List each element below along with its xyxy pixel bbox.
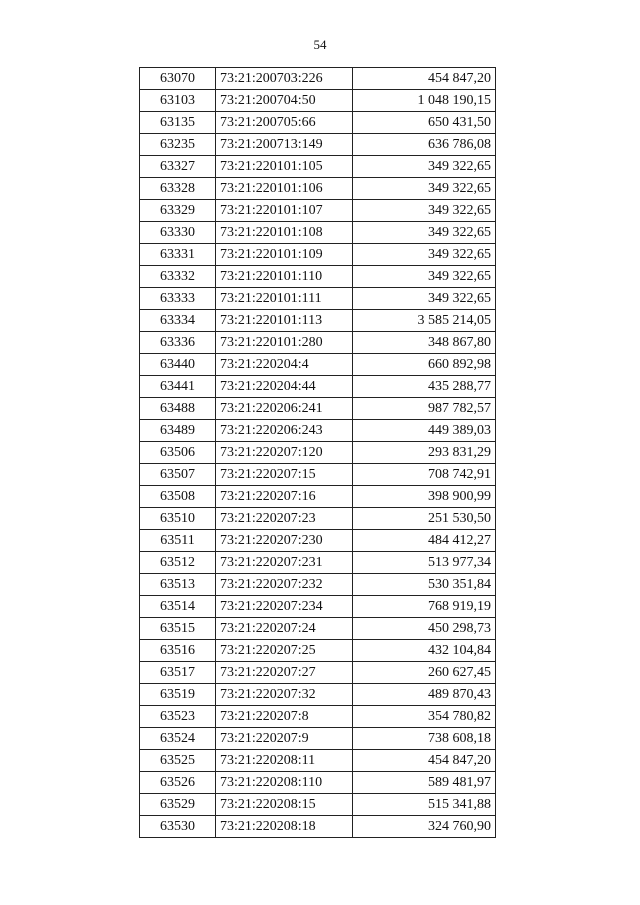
value-cell: 349 322,65: [353, 222, 496, 244]
cadastral-number-cell: 73:21:220208:110: [216, 772, 353, 794]
value-cell: 513 977,34: [353, 552, 496, 574]
cadastral-number-cell: 73:21:220207:120: [216, 442, 353, 464]
value-cell: 650 431,50: [353, 112, 496, 134]
cadastral-number-cell: 73:21:220101:280: [216, 332, 353, 354]
table-row: [140, 552, 496, 574]
cadastral-number-cell: 73:21:220207:8: [216, 706, 353, 728]
cadastral-number-cell: 73:21:220204:44: [216, 376, 353, 398]
value-cell: 636 786,08: [353, 134, 496, 156]
cadastral-number-cell: 73:21:220207:15: [216, 464, 353, 486]
value-cell: 349 322,65: [353, 288, 496, 310]
row-id-cell: 63517: [140, 662, 216, 684]
value-cell: 349 322,65: [353, 200, 496, 222]
cadastral-number-cell: 73:21:220207:25: [216, 640, 353, 662]
row-id-cell: 63135: [140, 112, 216, 134]
page-number: 54: [313, 37, 327, 52]
table-row: [140, 618, 496, 640]
row-id-cell: 63440: [140, 354, 216, 376]
table-row: [140, 112, 496, 134]
value-cell: 398 900,99: [353, 486, 496, 508]
table-row: [140, 90, 496, 112]
table-row: [140, 508, 496, 530]
value-cell: 738 608,18: [353, 728, 496, 750]
row-id-cell: 63519: [140, 684, 216, 706]
value-cell: 348 867,80: [353, 332, 496, 354]
table-body: [140, 68, 496, 838]
value-cell: 708 742,91: [353, 464, 496, 486]
cadastral-number-cell: 73:21:220207:231: [216, 552, 353, 574]
value-cell: 1 048 190,15: [353, 90, 496, 112]
cadastral-number-cell: 73:21:220101:107: [216, 200, 353, 222]
value-cell: 293 831,29: [353, 442, 496, 464]
cadastral-number-cell: 73:21:220206:241: [216, 398, 353, 420]
row-id-cell: 63441: [140, 376, 216, 398]
row-id-cell: 63511: [140, 530, 216, 552]
row-id-cell: 63333: [140, 288, 216, 310]
table-row: [140, 332, 496, 354]
value-cell: 324 760,90: [353, 816, 496, 838]
row-id-cell: 63512: [140, 552, 216, 574]
row-id-cell: 63235: [140, 134, 216, 156]
cadastral-number-cell: 73:21:220207:24: [216, 618, 353, 640]
value-cell: 349 322,65: [353, 156, 496, 178]
row-id-cell: 63507: [140, 464, 216, 486]
row-id-cell: 63328: [140, 178, 216, 200]
cadastral-number-cell: 73:21:220101:110: [216, 266, 353, 288]
table-row: [140, 420, 496, 442]
row-id-cell: 63523: [140, 706, 216, 728]
value-cell: 660 892,98: [353, 354, 496, 376]
cadastral-number-cell: 73:21:220207:32: [216, 684, 353, 706]
cadastral-number-cell: 73:21:220207:23: [216, 508, 353, 530]
cadastral-number-cell: 73:21:220208:11: [216, 750, 353, 772]
cadastral-number-cell: 73:21:220204:4: [216, 354, 353, 376]
table-row: [140, 706, 496, 728]
table-row: [140, 596, 496, 618]
value-cell: 589 481,97: [353, 772, 496, 794]
table-row: [140, 486, 496, 508]
table-row: [140, 178, 496, 200]
cadastral-value-table: [139, 67, 496, 838]
row-id-cell: 63332: [140, 266, 216, 288]
table-row: [140, 266, 496, 288]
value-cell: 987 782,57: [353, 398, 496, 420]
row-id-cell: 63513: [140, 574, 216, 596]
value-cell: 432 104,84: [353, 640, 496, 662]
row-id-cell: 63530: [140, 816, 216, 838]
value-cell: 454 847,20: [353, 750, 496, 772]
value-cell: 260 627,45: [353, 662, 496, 684]
value-cell: 349 322,65: [353, 244, 496, 266]
table-row: [140, 442, 496, 464]
value-cell: 349 322,65: [353, 266, 496, 288]
cadastral-number-cell: 73:21:220207:27: [216, 662, 353, 684]
table-row: [140, 156, 496, 178]
cadastral-number-cell: 73:21:220101:111: [216, 288, 353, 310]
row-id-cell: 63103: [140, 90, 216, 112]
table-row: [140, 376, 496, 398]
value-cell: 489 870,43: [353, 684, 496, 706]
cadastral-number-cell: 73:21:220101:113: [216, 310, 353, 332]
row-id-cell: 63526: [140, 772, 216, 794]
value-cell: 435 288,77: [353, 376, 496, 398]
row-id-cell: 63488: [140, 398, 216, 420]
table-row: [140, 640, 496, 662]
table-row: [140, 310, 496, 332]
row-id-cell: 63524: [140, 728, 216, 750]
table-row: [140, 728, 496, 750]
cadastral-number-cell: 73:21:220207:232: [216, 574, 353, 596]
table-row: [140, 684, 496, 706]
value-cell: 349 322,65: [353, 178, 496, 200]
table-row: [140, 244, 496, 266]
value-cell: 515 341,88: [353, 794, 496, 816]
table-row: [140, 750, 496, 772]
table-row: [140, 816, 496, 838]
row-id-cell: 63331: [140, 244, 216, 266]
value-cell: 484 412,27: [353, 530, 496, 552]
row-id-cell: 63070: [140, 68, 216, 90]
cadastral-number-cell: 73:21:220101:108: [216, 222, 353, 244]
value-cell: 454 847,20: [353, 68, 496, 90]
table-row: [140, 354, 496, 376]
row-id-cell: 63327: [140, 156, 216, 178]
table-row: [140, 68, 496, 90]
row-id-cell: 63336: [140, 332, 216, 354]
row-id-cell: 63514: [140, 596, 216, 618]
value-cell: 768 919,19: [353, 596, 496, 618]
value-cell: 251 530,50: [353, 508, 496, 530]
row-id-cell: 63525: [140, 750, 216, 772]
value-cell: 3 585 214,05: [353, 310, 496, 332]
row-id-cell: 63510: [140, 508, 216, 530]
value-cell: 450 298,73: [353, 618, 496, 640]
cadastral-number-cell: 73:21:220101:106: [216, 178, 353, 200]
cadastral-number-cell: 73:21:220207:234: [216, 596, 353, 618]
table-row: [140, 794, 496, 816]
row-id-cell: 63334: [140, 310, 216, 332]
row-id-cell: 63489: [140, 420, 216, 442]
cadastral-number-cell: 73:21:200704:50: [216, 90, 353, 112]
table-row: [140, 134, 496, 156]
table-row: [140, 288, 496, 310]
cadastral-number-cell: 73:21:200705:66: [216, 112, 353, 134]
cadastral-number-cell: 73:21:200713:149: [216, 134, 353, 156]
cadastral-number-cell: 73:21:200703:226: [216, 68, 353, 90]
table-row: [140, 662, 496, 684]
value-cell: 449 389,03: [353, 420, 496, 442]
cadastral-number-cell: 73:21:220206:243: [216, 420, 353, 442]
row-id-cell: 63329: [140, 200, 216, 222]
table-row: [140, 222, 496, 244]
value-cell: 354 780,82: [353, 706, 496, 728]
table-row: [140, 398, 496, 420]
row-id-cell: 63529: [140, 794, 216, 816]
value-cell: 530 351,84: [353, 574, 496, 596]
cadastral-number-cell: 73:21:220207:230: [216, 530, 353, 552]
row-id-cell: 63330: [140, 222, 216, 244]
table-row: [140, 574, 496, 596]
cadastral-number-cell: 73:21:220207:9: [216, 728, 353, 750]
cadastral-number-cell: 73:21:220101:105: [216, 156, 353, 178]
table-row: [140, 530, 496, 552]
row-id-cell: 63506: [140, 442, 216, 464]
cadastral-number-cell: 73:21:220101:109: [216, 244, 353, 266]
cadastral-number-cell: 73:21:220208:15: [216, 794, 353, 816]
cadastral-number-cell: 73:21:220207:16: [216, 486, 353, 508]
table-row: [140, 464, 496, 486]
row-id-cell: 63515: [140, 618, 216, 640]
row-id-cell: 63516: [140, 640, 216, 662]
cadastral-number-cell: 73:21:220208:18: [216, 816, 353, 838]
table-row: [140, 200, 496, 222]
table-row: [140, 772, 496, 794]
row-id-cell: 63508: [140, 486, 216, 508]
